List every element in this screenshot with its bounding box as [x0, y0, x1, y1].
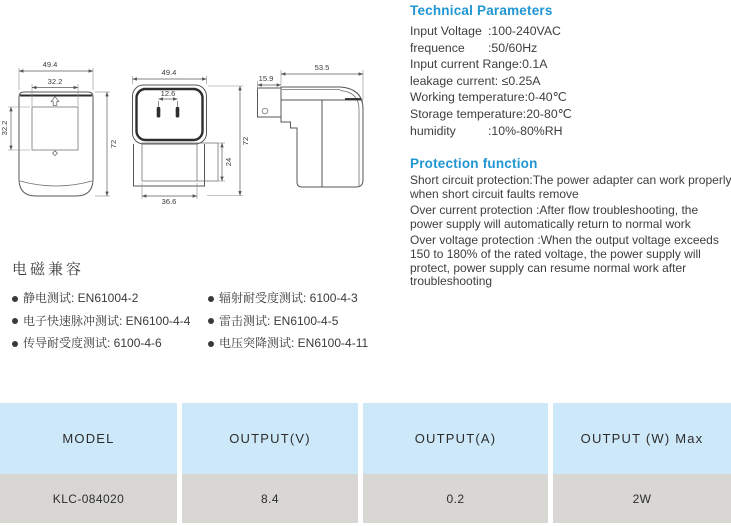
plug-pin-right	[176, 107, 180, 118]
technical-parameters-title: Technical Parameters	[410, 3, 553, 18]
parameter-row: Input Voltage :100-240VAC	[410, 24, 561, 38]
parameter-row: Working temperature:0-40℃	[410, 90, 567, 105]
table-column-output-a	[363, 403, 548, 523]
protection-paragraph: Short circuit protection:The power adapter can work properly when short circuit faults remove	[410, 173, 731, 201]
bottom-curve-line	[20, 181, 92, 186]
pin-hole	[262, 108, 268, 114]
parameter-row: Storage temperature:20-80℃	[410, 106, 572, 121]
emc-test-item: 传导耐受度测试: 6100-4-6	[12, 337, 208, 351]
technical-parameters-list	[410, 23, 731, 139]
side-view-drawing	[258, 63, 364, 187]
side-pin-blade	[258, 88, 282, 117]
bullet-icon	[208, 296, 214, 302]
emc-test-list	[12, 292, 397, 351]
screw-mark-icon	[53, 151, 58, 156]
bullet-icon	[12, 341, 18, 347]
parameter-row: humidity :10%-80%RH	[410, 123, 563, 138]
dim-base-width: 36.6	[161, 197, 177, 206]
emc-title: 电磁兼容	[12, 261, 85, 278]
column-header: OUTPUT (W) Max	[553, 403, 731, 474]
table-column-output-w	[553, 403, 731, 523]
body-lower-outline	[134, 144, 205, 186]
protection-function-title: Protection function	[410, 156, 538, 171]
table-cell: 0.2	[363, 474, 548, 523]
parameter-row: frequence :50/60Hz	[410, 40, 538, 55]
output-spec-table	[0, 403, 731, 523]
emc-test-item: 静电测试: EN61004-2	[12, 292, 208, 306]
table-column-output-v	[182, 403, 358, 523]
dim-pin-pitch: 12.6	[160, 89, 176, 98]
dim-plug-height: 72	[241, 136, 250, 146]
protection-function-section	[410, 156, 731, 289]
emc-test-item: 辐射耐受度测试: 6100-4-3	[208, 292, 397, 306]
table-cell: 8.4	[182, 474, 358, 523]
base-projection	[142, 143, 218, 181]
table-cell: 2W	[553, 474, 731, 523]
adapter-dimension-drawings	[0, 0, 410, 235]
dim-base-depth: 24	[224, 157, 233, 167]
front-view-drawing	[0, 60, 118, 196]
parameter-row: Input current Range:0.1A	[410, 57, 548, 72]
emc-test-item: 电压突降测试: EN6100-4-11	[208, 337, 397, 351]
column-header: MODEL	[0, 403, 177, 474]
table-column-model	[0, 403, 177, 523]
adapter-outline	[19, 92, 93, 196]
column-header: OUTPUT(A)	[363, 403, 548, 474]
dim-pin-length: 15.9	[258, 74, 274, 83]
protection-paragraph: Over current protection :After flow troubleshooting, the power supply will automatically return to normal work	[410, 203, 699, 231]
plug-pin-left	[157, 107, 161, 118]
dim-plug-width: 49.4	[161, 68, 177, 77]
column-header: OUTPUT(V)	[182, 403, 358, 474]
label-area	[32, 107, 78, 150]
dim-side-depth: 53.5	[314, 63, 330, 72]
bullet-icon	[12, 318, 18, 324]
bullet-icon	[208, 318, 214, 324]
parameter-row: leakage current: ≤0.25A	[410, 73, 541, 88]
dim-front-height: 72	[109, 139, 118, 149]
orientation-arrow-icon	[51, 97, 59, 106]
bullet-icon	[208, 341, 214, 347]
emc-test-item: 雷击测试: EN6100-4-5	[208, 315, 397, 329]
technical-parameters-section	[410, 3, 731, 139]
dim-front-width: 49.4	[42, 60, 58, 69]
emc-test-item: 电子快速脉冲测试: EN6100-4-4	[12, 315, 208, 329]
table-cell: KLC-084020	[0, 474, 177, 523]
plug-view-drawing	[133, 68, 251, 206]
bullet-icon	[12, 296, 18, 302]
dim-label-width: 32.2	[47, 77, 63, 86]
emc-section	[12, 258, 397, 351]
dim-label-height: 32.2	[0, 120, 9, 136]
protection-paragraph: Over voltage protection :When the output voltage exceeds 150 to 180% of the rated voltage, the power supply will protect, power supply can resume normal work after troubleshooting	[410, 233, 719, 289]
